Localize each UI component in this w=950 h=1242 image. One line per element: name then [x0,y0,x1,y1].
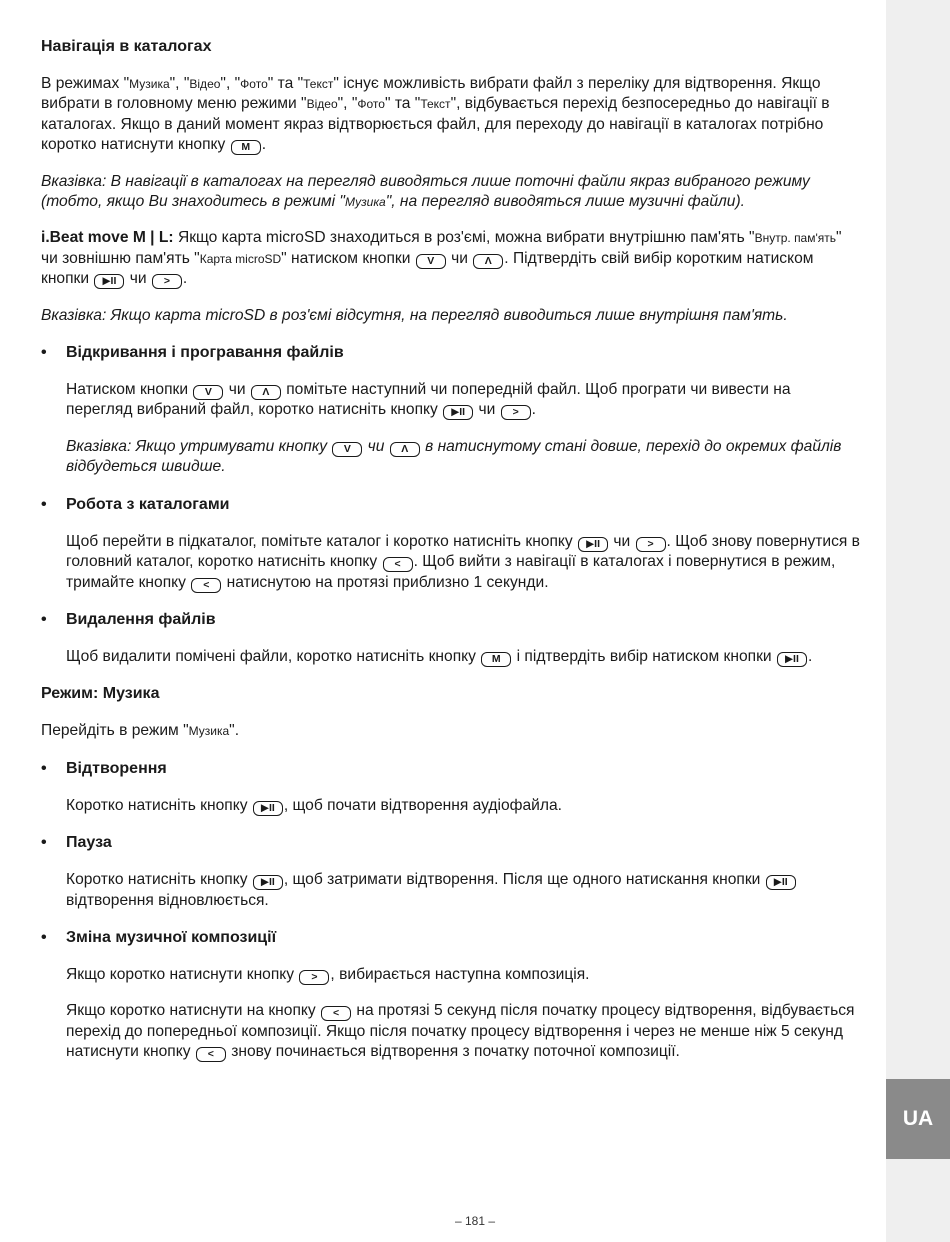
up-button-icon: Λ [473,254,503,269]
down-button-icon: V [416,254,446,269]
bullet-open-files: • Відкривання і програвання файлів [41,342,861,364]
directories-text: Щоб перейти в підкаталог, помітьте каталог і коротко натисніть кнопку ▶II чи > . Щоб знову повернутися в головний каталог, коротко натисніть кнопку < . Щоб вийти з навігації в каталогах і повернутися в режим, тримайте кнопку < натиснутою на протязі приблизно 1 секунди. [66,532,860,591]
memory-note: Вказівка: Якщо карта microSD в роз'ємі відсутня, на перегляд виводиться лише внутрішня пам'ять. [41,306,788,324]
prev-button-icon: < [321,1006,351,1021]
delete-files-text: Щоб видалити помічені файли, коротко натисніть кнопку M і підтвердіть вибір натиском кнопки ▶II . [66,647,813,665]
play-pause-button-icon: ▶II [578,537,608,552]
play-pause-button-icon: ▶II [766,875,796,890]
m-button-icon: M [231,140,261,155]
language-tab: UA [886,1079,950,1159]
next-button-icon: > [299,970,329,985]
next-button-icon: > [501,405,531,420]
side-margin-band [886,0,950,1242]
bullet-playback: • Відтворення [41,758,861,780]
play-pause-button-icon: ▶II [94,274,124,289]
prev-button-icon: < [196,1047,226,1062]
prev-button-icon: < [191,578,221,593]
up-button-icon: Λ [390,442,420,457]
bullet-pause: • Пауза [41,832,861,854]
section-heading-music: Режим: Музика [41,685,160,703]
section-heading-navigation: Навігація в каталогах [41,38,212,55]
change-track-text-1: Якщо коротко натиснути кнопку > , вибирається наступна композиція. [66,965,590,983]
play-pause-button-icon: ▶II [777,652,807,667]
next-button-icon: > [636,537,666,552]
play-pause-button-icon: ▶II [443,405,473,420]
bullet-change-track: • Зміна музичної композиції [41,927,861,949]
bullet-directories: • Робота з каталогами [41,494,861,516]
m-button-icon: M [481,652,511,667]
page-content [41,36,861,1079]
bullet-delete-files: • Видалення файлів [41,609,861,631]
navigation-paragraph: В режимах "Музика", "Відео", "Фото" та "Текст" існує можливість вибрати файл з переліку для відтворення. Якщо вибрати в головному меню режими "Відео", "Фото" та "Текст", відбувається перехід безпосередньо до навігації в каталогах. Якщо в даний момент якраз відтворюється файл, для переходу до навігації в каталогах потрібно коротко натиснути кнопку M . [41,75,830,154]
prev-button-icon: < [383,557,413,572]
navigation-note: Вказівка: В навігації в каталогах на перегляд виводяться лише поточні файли якраз вибраного режиму (тобто, якщо Ви знаходитесь в режимі "Музика", на перегляд виводяться лише музичні файли). [41,172,810,211]
down-button-icon: V [332,442,362,457]
play-pause-button-icon: ▶II [253,801,283,816]
playback-text: Коротко натисніть кнопку ▶II , щоб почати відтворення аудіофайла. [66,796,562,814]
open-files-text: Натиском кнопки V чи Λ помітьте наступний чи попередній файл. Щоб програти чи вивести на перегляд вибраний файл, коротко натисніть кнопку ▶II чи > . [66,381,791,419]
open-files-note: Вказівка: Якщо утримувати кнопку V чи Λ в натиснутому стані довше, перехід до окремих файлів відбудеться швидше. [66,437,842,476]
pause-text: Коротко натисніть кнопку ▶II , щоб затримати відтворення. Після ще одного натискання кнопки ▶II відтворення відновлюється. [41,870,861,911]
up-button-icon: Λ [251,385,281,400]
change-track-text-2: Якщо коротко натиснути на кнопку < на протязі 5 секунд після початку процесу відтворення, відбувається перехід до попередньої композиції. Якщо після початку процесу відтворення і через не менше ніж 5 секунд натиснути кнопку < знову починається відтворення з початку поточної композиції. [66,1002,855,1061]
page-number: – 181 – [454,1214,496,1228]
down-button-icon: V [193,385,223,400]
music-intro: Перейдіть в режим "Музика". [41,722,240,740]
play-pause-button-icon: ▶II [253,875,283,890]
memory-select-paragraph: i.Beat move M | L: Якщо карта microSD знаходиться в роз'ємі, можна вибрати внутрішню пам'ять "Внутр. пам'ять" чи зовнішню пам'ять "Карта microSD" натиском кнопки V чи Λ . Підтвердіть свій вибір коротким натиском кнопки ▶II чи > . [41,229,842,288]
next-button-icon: > [152,274,182,289]
